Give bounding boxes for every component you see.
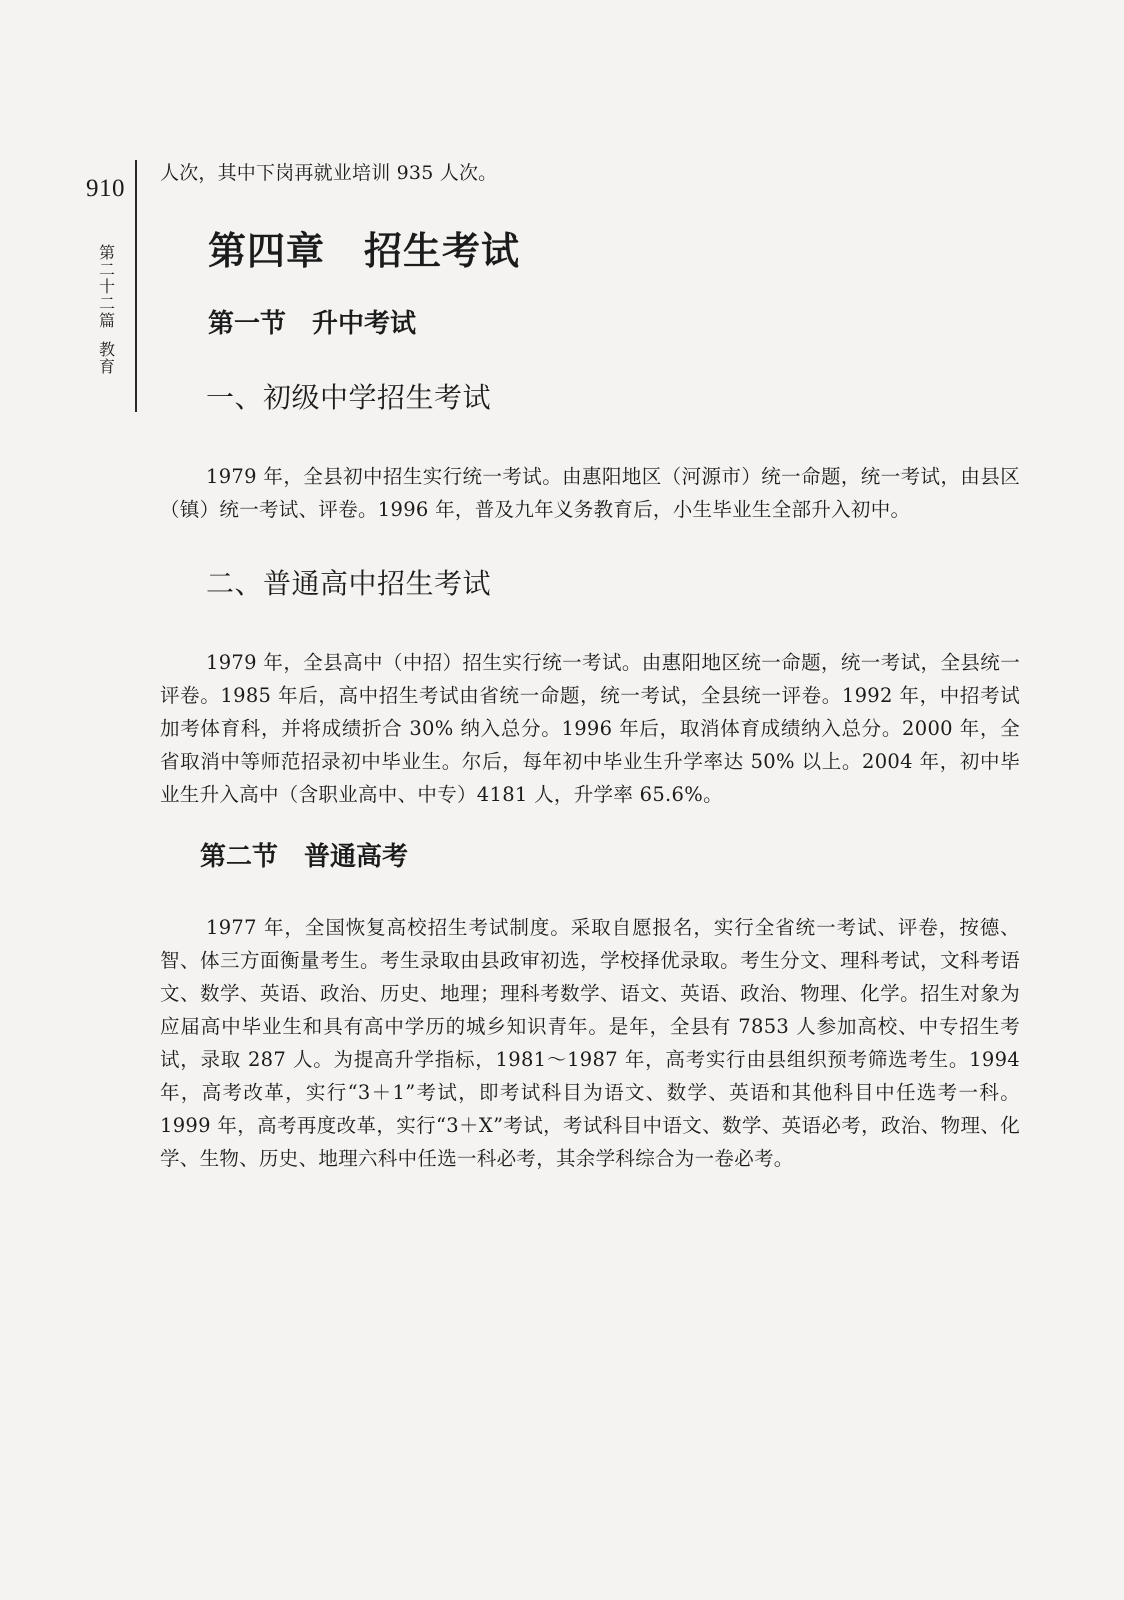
- chapter-title: 第四章 招生考试: [208, 228, 521, 273]
- paragraph: 1979 年，全县初中招生实行统一考试。由惠阳地区（河源市）统一命题，统一考试，由县区（镇）统一考试、评卷。1996 年，普及九年义务教育后，小生毕业生全部升入初中。: [160, 465, 1020, 521]
- paragraph: 1977 年，全国恢复高校招生考试制度。采取自愿报名，实行全省统一考试、评卷，按德、智、体三方面衡量考生。考生录取由县政审初选，学校择优录取。考生分文、理科考试，文科考语文、数学、英语、政治、历史、地理；理科考数学、语文、英语、政治、物理、化学。招生对象为应届高中毕业生和具有高中学历的城乡知识青年。是年，全县有 7853 人参加高校、中专招生考试，录取 287 人。为提高升学指标，1981～1987 年，高考实行由县组织预考筛选考生。1994 年，高考改革，实行“3＋1”考试，即考试科目为语文、数学、英语和其他科目中任选考一科。1999 年，高考再度改革，实行“3＋X”考试，考试科目中语文、数学、英语必考，政治、物理、化学、生物、历史、地理六科中任选一科必考，其余学科综合为一卷必考。: [160, 916, 1020, 1170]
- section-title: 第一节 升中考试: [208, 309, 417, 339]
- subsection-title: 一、初级中学招生考试: [206, 381, 492, 414]
- carry-over-line: 人次，其中下岗再就业培训 935 人次。: [160, 162, 498, 184]
- running-head-char: 篇: [98, 311, 115, 330]
- running-head: [96, 244, 118, 375]
- paragraph: 1979 年，全县高中（中招）招生实行统一考试。由惠阳地区统一命题，统一考试，全县统一评卷。1985 年后，高中招生考试由省统一命题，统一考试，全县统一评卷。1992 年，中招考试加考体育科，并将成绩折合 30% 纳入总分。1996 年后，取消体育成绩纳入总分。2000 年，全省取消中等师范招录初中毕业生。尔后，每年初中毕业生升学率达 50% 以上。2004 年，初中毕业生升入高中（含职业高中、中专）4181 人，升学率 65.6%。: [160, 651, 1020, 806]
- running-head-char: 十: [98, 277, 115, 296]
- subsection-title: 二、普通高中招生考试: [206, 567, 492, 600]
- page-number: 910: [86, 175, 125, 202]
- running-head-char: 教: [98, 340, 115, 359]
- page-content: [160, 158, 1020, 1175]
- running-head-char: 第: [98, 243, 115, 262]
- margin-rule: [135, 160, 137, 412]
- section-title: 第二节 普通高考: [200, 842, 409, 872]
- running-head-char: 二: [98, 294, 115, 313]
- running-head-char: 育: [98, 357, 115, 376]
- running-head-char: 二: [98, 260, 115, 279]
